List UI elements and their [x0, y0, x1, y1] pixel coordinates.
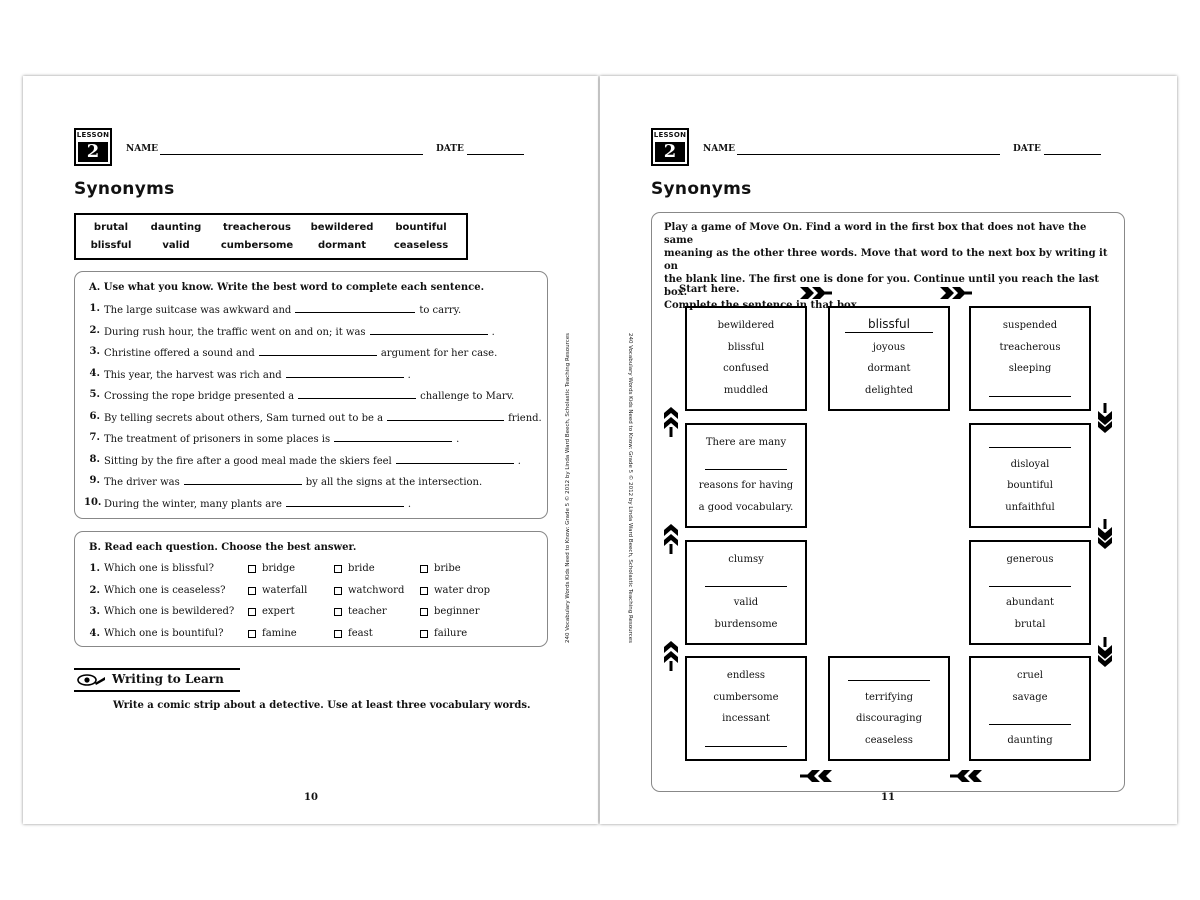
arrow-right-icon — [800, 287, 832, 299]
word-bank-word: cumbersome — [220, 240, 294, 251]
word-box-2 — [828, 306, 950, 411]
answer-line[interactable] — [989, 447, 1071, 448]
name-field[interactable] — [160, 154, 423, 155]
word-box-3 — [969, 306, 1091, 411]
page-number: 11 — [881, 792, 895, 803]
box-word: blissful — [727, 342, 765, 353]
box-word: ceaseless — [865, 735, 913, 746]
answer-option: failure — [434, 628, 468, 639]
word-bank-word: dormant — [317, 240, 367, 251]
answer-option: famine — [262, 628, 297, 639]
answer-blank[interactable] — [298, 389, 416, 399]
box-word: abundant — [1005, 597, 1055, 608]
box-word: daunting — [1007, 735, 1053, 746]
answer-checkbox[interactable] — [420, 587, 428, 595]
answer-line[interactable] — [705, 586, 787, 587]
word-box-7 — [828, 656, 950, 761]
answer-option: expert — [262, 606, 295, 617]
question-number: 3. — [89, 606, 100, 617]
date-label: DATE — [1013, 144, 1041, 154]
answer-option: bride — [348, 563, 375, 574]
answer-checkbox[interactable] — [248, 587, 256, 595]
word-box-6 — [969, 656, 1091, 761]
answer-checkbox[interactable] — [420, 565, 428, 573]
lesson-badge: LESSON 2 — [651, 128, 689, 166]
box-word: clumsy — [728, 554, 764, 565]
section-a-panel — [74, 271, 548, 519]
answer-option: beginner — [434, 606, 480, 617]
box-word: endless — [726, 670, 766, 681]
answer-line[interactable] — [848, 680, 930, 681]
answer-blank[interactable] — [370, 325, 488, 335]
box-word: savage — [1012, 692, 1048, 703]
answer-blank[interactable] — [334, 432, 452, 442]
box-word: generous — [1006, 554, 1054, 565]
answer-blank[interactable] — [259, 346, 377, 356]
box-word: delighted — [865, 385, 913, 396]
name-label: NAME — [126, 144, 159, 154]
sentence: Sitting by the fire after a good meal made the skiers feel . — [104, 456, 521, 467]
word-box-4 — [969, 423, 1091, 528]
answer-line[interactable] — [989, 586, 1071, 587]
word-bank-word: treacherous — [223, 222, 291, 233]
question-number: 2. — [89, 585, 100, 596]
section-b-instruction: Read each question. Choose the best answer. — [104, 542, 357, 553]
answer-checkbox[interactable] — [334, 587, 342, 595]
arrow-right-icon — [940, 287, 972, 299]
answer-blank[interactable] — [286, 497, 404, 507]
sentence-number: 3. — [89, 346, 100, 357]
question-number: 1. — [89, 563, 100, 574]
answer-blank[interactable] — [286, 368, 404, 378]
word-box-8 — [685, 656, 807, 761]
box-word: discouraging — [856, 713, 922, 724]
box-word: burdensome — [714, 619, 778, 630]
answer-checkbox[interactable] — [334, 608, 342, 616]
box-word: confused — [723, 363, 769, 374]
box-word: joyous — [872, 342, 906, 353]
word-bank-word: valid — [162, 240, 190, 251]
answer-blank[interactable] — [295, 303, 415, 313]
sentence-number: 1. — [89, 303, 100, 314]
word-bank-word: brutal — [93, 222, 129, 233]
box-sentence-part: a good vocabulary. — [698, 502, 794, 513]
page-title: Synonyms — [651, 179, 752, 199]
box-word: sleeping — [1008, 363, 1052, 374]
sentence: Crossing the rope bridge presented a challenge to Marv. — [104, 391, 515, 402]
answer-checkbox[interactable] — [248, 630, 256, 638]
sentence: During the winter, many plants are . — [104, 499, 412, 510]
box-sentence-part: There are many — [705, 437, 787, 448]
right-page: LESSON 2 NAME DATE Synonyms Play a game of Move On. Find a word in the first box that does not have the same meaning as the other three words. Move that word to the next box by writing it on the blank line. The first one is done for you. Continue until you reach the last box. Complete the sentence in that box. Start here. bewildered blissful confused muddled blissful joyous dormant delighted suspended treacherous sleeping disloyal bountiful unfaithful generous abundant brutal cruel savage daunting terrifying discouraging ceaseless endless cumbersome incessant clumsy valid burdensome There are many reasons for having a good vocabulary. 11 240 Vocabulary Words Kids Need to Know: Grade 5 © 2012 by Linda Ward Beech, Scholastic Teaching Resources — [600, 76, 1177, 824]
answer-option: teacher — [348, 606, 387, 617]
box-word: treacherous — [999, 342, 1061, 353]
box-word: muddled — [723, 385, 769, 396]
sentence: The treatment of prisoners in some places is . — [104, 434, 460, 445]
word-bank-word: daunting — [150, 222, 202, 233]
sentence: The driver was by all the signs at the intersection. — [104, 477, 483, 488]
page-number: 10 — [304, 792, 318, 803]
date-field[interactable] — [467, 154, 524, 155]
section-b-letter: B. — [89, 542, 101, 553]
section-b-panel — [74, 531, 548, 647]
answer-line[interactable] — [845, 332, 933, 333]
sentence: The large suitcase was awkward and to carry. — [104, 305, 462, 316]
box-word: dormant — [867, 363, 911, 374]
writing-to-learn-title: Writing to Learn — [112, 672, 224, 686]
sentence-number: 8. — [89, 454, 100, 465]
box-word: valid — [733, 597, 759, 608]
question-text: Which one is blissful? — [104, 563, 214, 574]
answer-option: bridge — [262, 563, 296, 574]
date-label: DATE — [436, 144, 464, 154]
section-a-instruction: Use what you know. Write the best word to complete each sentence. — [103, 282, 485, 293]
answer-line[interactable] — [705, 469, 787, 470]
game-instructions: Play a game of Move On. Find a word in the first box that does not have the same meaning as the other three words. Move that word to the next box by writing it on the blank line. The first one is done for you. Continue until you reach the last box. Complete the sentence in that box. — [664, 222, 1108, 311]
word-bank-word: bewildered — [310, 222, 374, 233]
answer-option: watchword — [348, 585, 405, 596]
arrow-down-icon — [1098, 637, 1112, 667]
box-word: terrifying — [864, 692, 914, 703]
answer-option: water drop — [434, 585, 491, 596]
answer-line[interactable] — [705, 746, 787, 747]
answer-blank[interactable] — [387, 411, 504, 421]
answer-checkbox[interactable] — [420, 630, 428, 638]
word-bank — [74, 213, 468, 260]
writing-to-learn-header — [74, 668, 240, 692]
box-word: unfaithful — [1005, 502, 1055, 513]
sentence-number: 6. — [89, 411, 100, 422]
arrow-up-icon — [664, 641, 678, 671]
handwritten-answer: blissful — [868, 317, 910, 331]
answer-option: bribe — [434, 563, 461, 574]
arrow-down-icon — [1098, 403, 1112, 433]
sentence-number: 2. — [89, 325, 100, 336]
word-bank-word: bountiful — [395, 222, 447, 233]
question-number: 4. — [89, 628, 100, 639]
answer-line[interactable] — [989, 396, 1071, 397]
arrow-left-icon — [950, 770, 982, 782]
answer-option: waterfall — [262, 585, 308, 596]
sentence-number: 7. — [89, 432, 100, 443]
question-text: Which one is bewildered? — [104, 606, 235, 617]
arrow-up-icon — [664, 524, 678, 554]
arrow-down-icon — [1098, 519, 1112, 549]
answer-checkbox[interactable] — [334, 630, 342, 638]
left-page: LESSON 2 NAME DATE Synonyms brutal daunting treacherous bewildered bountiful blissful valid cumbersome dormant ceaseless A. Use what you know. Write the best word to complete each sentence. 1. The large suitcase was awkward and to carry. 2. During rush hour, the traffic went on and on; it was . 3. Christine offered a sound and argument for her case. 4. This year, the harvest was rich and . 5. Crossing the rope bridge presented a challenge to Marv. 6. By telling secrets about others, Sam turned out to be a friend. 7. The treatment of prisoners in some places is . 8. Sitting by the fire after a good meal made the skiers feel . 9. The driver was by all the signs at the intersection. 10. During the winter, many plants are . B. Read each question. Choose the best answer. 1. Which one is blissful? bridge bride bribe 2. Which one is ceaseless? waterfall watchword water drop 3. Which one is bewildered? expert teacher beginner 4. Which one is bountiful? famine feast failure Writing to Learn Write a comic strip about a detective. Use at least three vocabulary words. 10 240 Vocabulary Words Kids Need to Know: Grade 5 © 2012 by Linda Ward Beech, Scholastic Teaching Resources — [23, 76, 598, 824]
box-word: cumbersome — [713, 692, 779, 703]
sentence-number: 10. — [84, 497, 102, 508]
box-word: disloyal — [1010, 459, 1050, 470]
word-box-10 — [685, 423, 807, 528]
question-text: Which one is bountiful? — [104, 628, 224, 639]
box-sentence-part: reasons for having — [698, 480, 794, 491]
date-field[interactable] — [1044, 154, 1101, 155]
answer-blank[interactable] — [184, 475, 302, 485]
answer-checkbox[interactable] — [334, 565, 342, 573]
word-box-9 — [685, 540, 807, 645]
name-label: NAME — [703, 144, 736, 154]
answer-checkbox[interactable] — [248, 565, 256, 573]
move-on-panel — [651, 212, 1125, 792]
box-word: suspended — [1002, 320, 1058, 331]
page-title: Synonyms — [74, 179, 175, 199]
writing-prompt: Write a comic strip about a detective. Use at least three vocabulary words. — [113, 700, 531, 711]
arrow-left-icon — [800, 770, 832, 782]
sentence: During rush hour, the traffic went on and on; it was . — [104, 327, 495, 338]
name-field[interactable] — [737, 154, 1000, 155]
box-word: bewildered — [717, 320, 775, 331]
answer-checkbox[interactable] — [420, 608, 428, 616]
sentence: This year, the harvest was rich and . — [104, 370, 411, 381]
answer-checkbox[interactable] — [248, 608, 256, 616]
word-box-1 — [685, 306, 807, 411]
sentence-number: 4. — [89, 368, 100, 379]
box-word: brutal — [1014, 619, 1046, 630]
box-word: cruel — [1017, 670, 1043, 681]
sentence: Christine offered a sound and argument for her case. — [104, 348, 498, 359]
sentence-number: 9. — [89, 475, 100, 486]
question-text: Which one is ceaseless? — [104, 585, 226, 596]
answer-line[interactable] — [989, 724, 1071, 725]
pencil-eye-icon — [76, 671, 106, 689]
box-word: incessant — [722, 713, 770, 724]
arrow-up-icon — [664, 407, 678, 437]
box-word: bountiful — [1007, 480, 1053, 491]
sentence-number: 5. — [89, 389, 100, 400]
word-bank-word: blissful — [90, 240, 132, 251]
section-a-letter: A. — [89, 282, 101, 293]
word-bank-word: ceaseless — [393, 240, 449, 251]
answer-option: feast — [348, 628, 373, 639]
answer-blank[interactable] — [396, 454, 514, 464]
word-box-5 — [969, 540, 1091, 645]
sentence: By telling secrets about others, Sam turned out to be a friend. — [104, 413, 542, 424]
lesson-badge: LESSON 2 — [74, 128, 112, 166]
start-here-label: Start here. — [679, 284, 740, 295]
